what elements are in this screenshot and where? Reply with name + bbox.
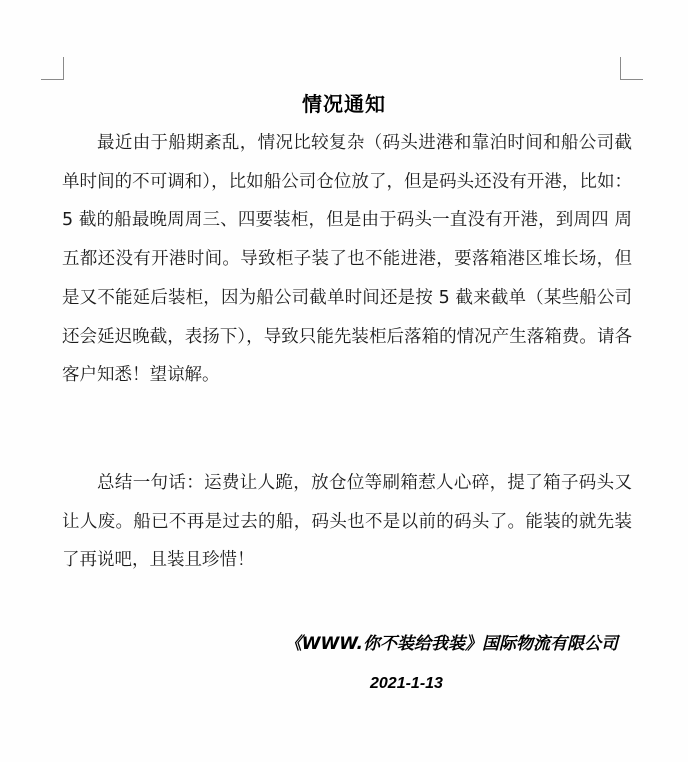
corner-mark-top-left — [41, 57, 64, 80]
notice-paragraph-2: 总结一句话：运费让人跪，放仓位等刷箱惹人心碎，提了箱子码头又让人废。船已不再是过去的船，码头也不是以前的码头了。能装的就先装了再说吧，且装且珍惜！ — [62, 473, 632, 571]
notice-date: 2021-1-13 — [370, 675, 443, 692]
company-signature: 《WWW.你不装给我装》国际物流有限公司 — [284, 634, 618, 654]
notice-paragraph-1: 最近由于船期紊乱，情况比较复杂（码头进港和靠泊时间和船公司截单时间的不可调和），比如船公司仓位放了，但是码头还没有开港，比如：5 截的船最晚周周三、四要装柜，但是由于码头一直没有开港，到周四 周五都还没有开港时间。导致柜子装了也不能进港，要落箱港区堆长场，但是又不能延后装柜，因为船公司截单时间还是按 5 截来截单（某些船公司还会延迟晚截，表扬下），导致只能先装柜后落箱的情况产生落箱费。请各客户知悉！望谅解。 — [62, 133, 632, 386]
corner-mark-top-right — [620, 57, 643, 80]
notice-title: 情况通知 — [302, 92, 386, 116]
